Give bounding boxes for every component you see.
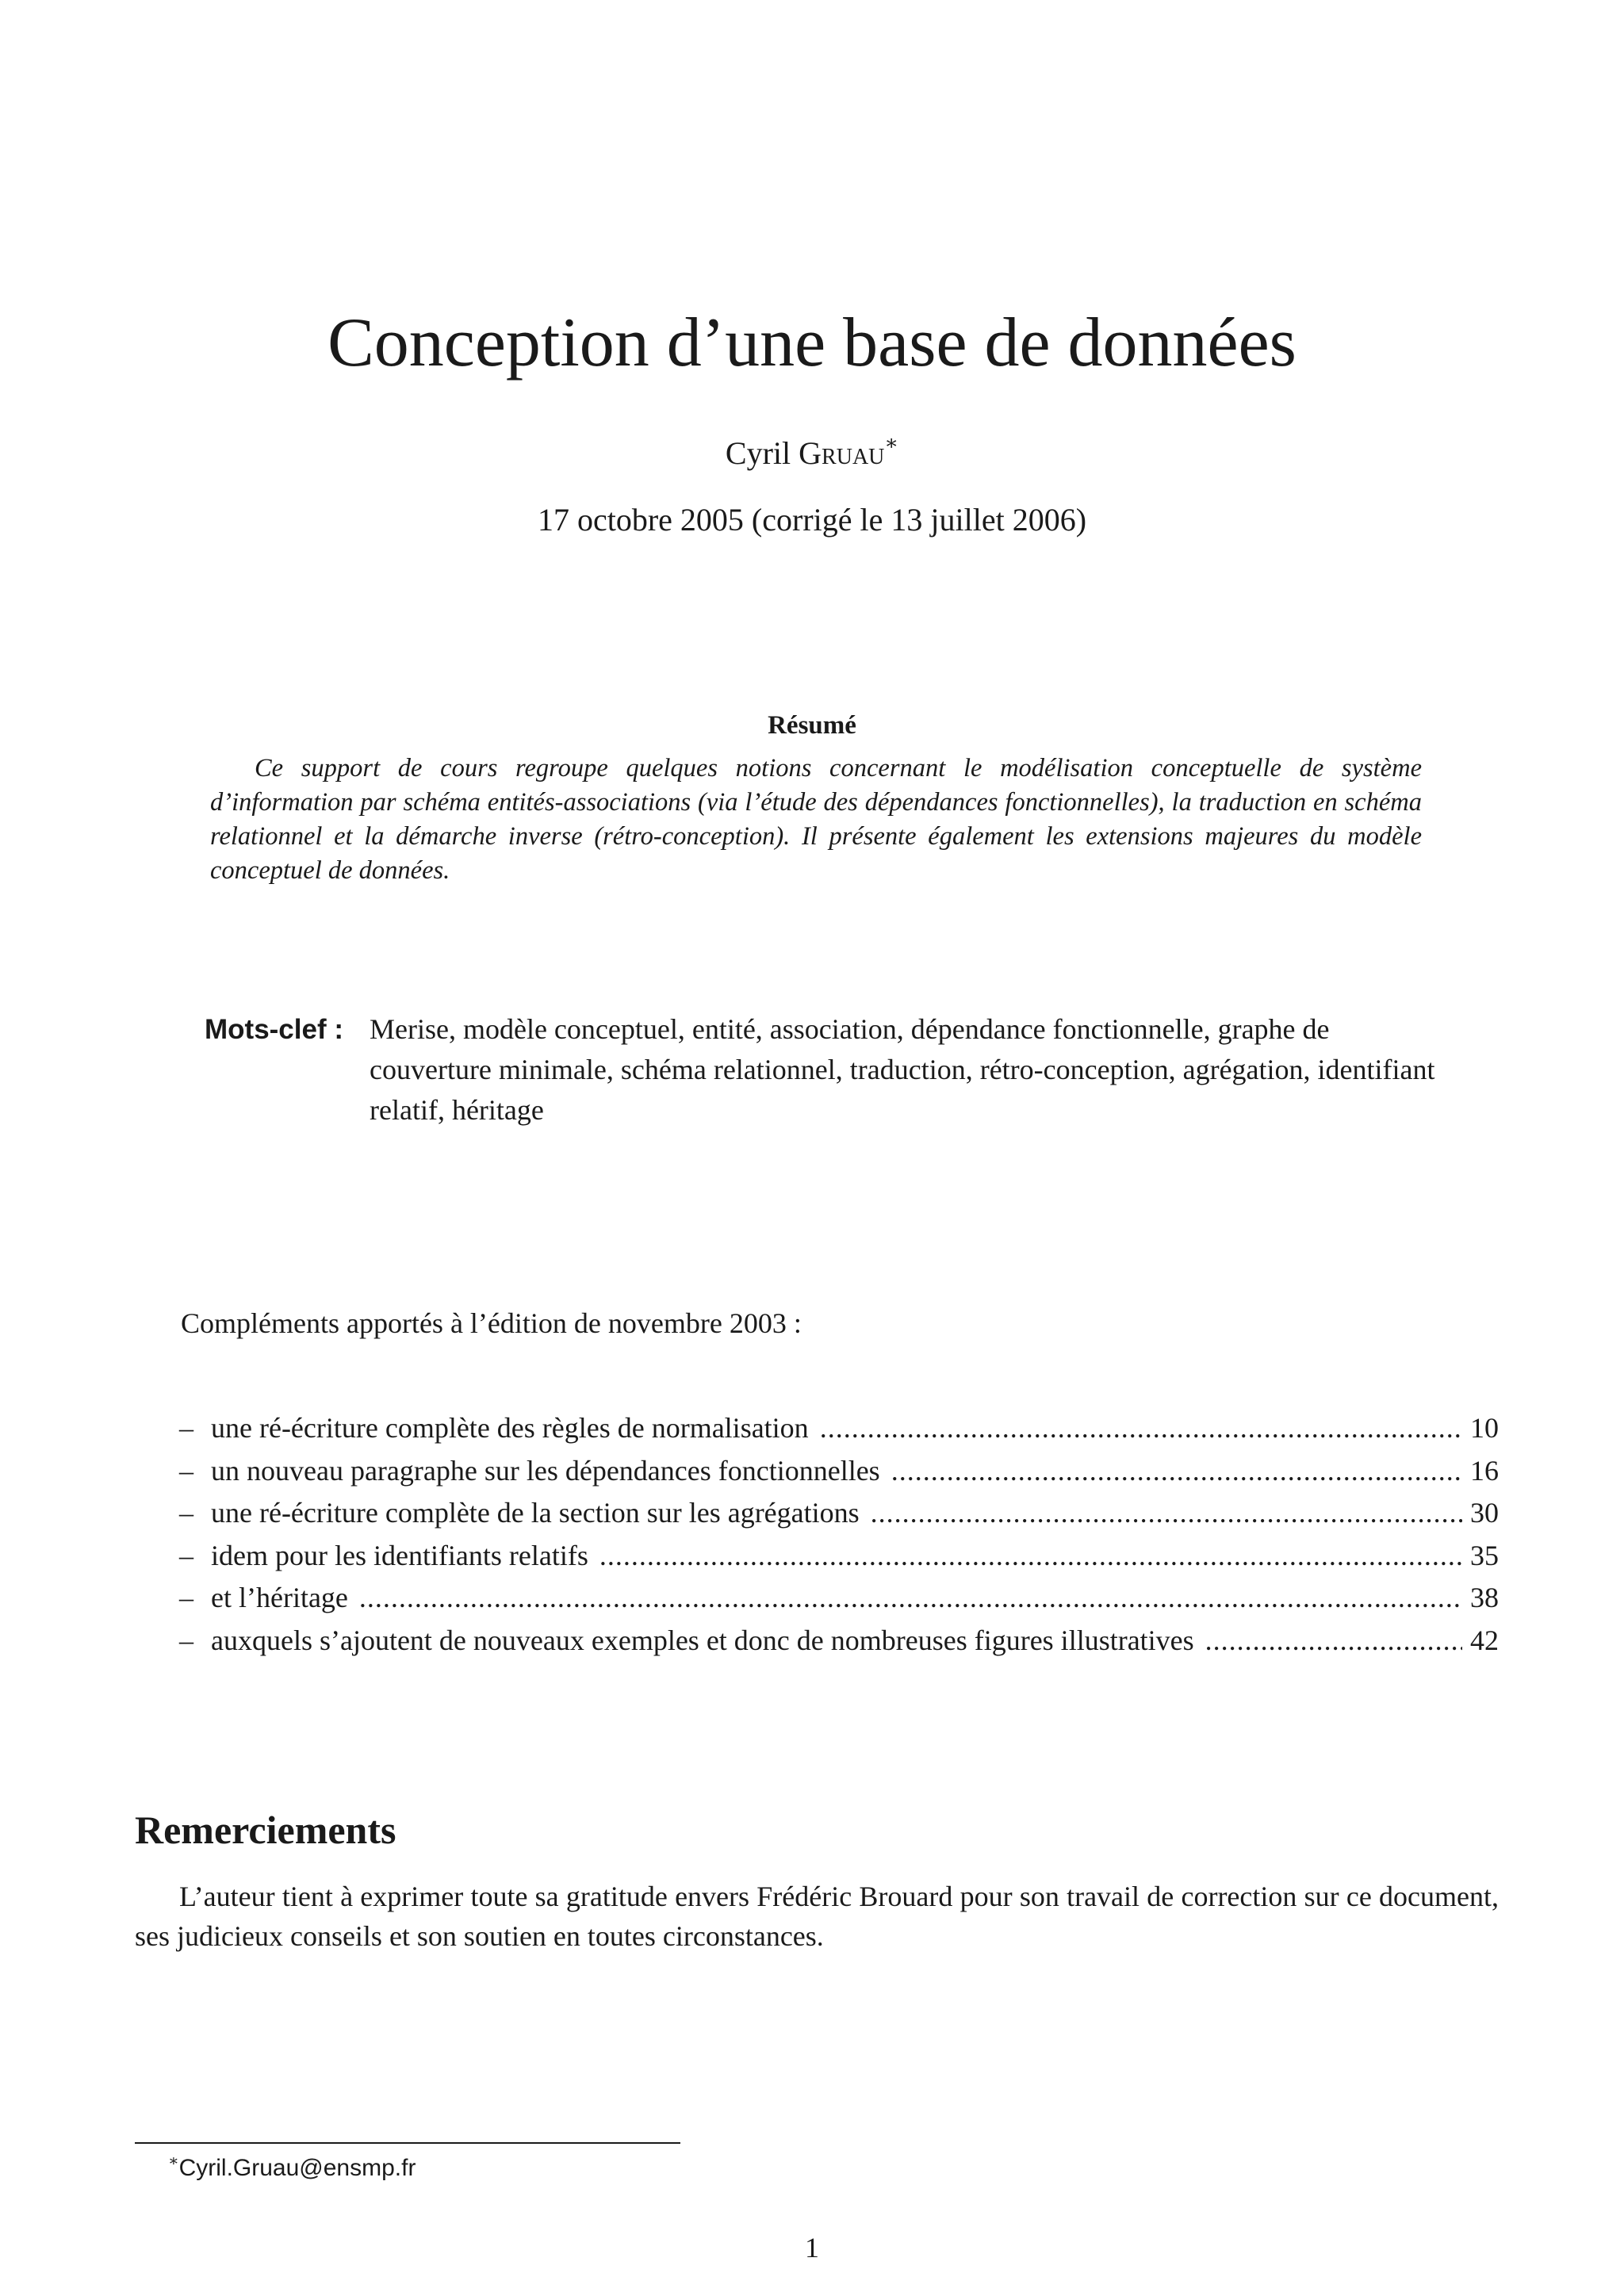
list-item-page: 10 [1470, 1412, 1499, 1444]
list-item-text: et l’héritage [211, 1582, 348, 1613]
keywords-block [205, 1009, 1442, 1131]
list-dash: – [179, 1539, 193, 1571]
list-item [179, 1407, 1499, 1450]
complements-list [179, 1407, 1499, 1662]
abstract-heading: Résumé [768, 711, 856, 740]
dot-leader [359, 1577, 1462, 1620]
dot-leader [820, 1407, 1462, 1450]
footnote-divider [135, 2142, 680, 2144]
abstract-text: Ce support de cours regroupe quelques notions concernant le modélisation conceptuelle de système d’information par schéma entités-associations (via l’étude des dépendances fonctionnelles), la traduction en schéma relationnel et la démarche inverse (rétro-conception). Il présente également les extensions majeures du modèle conceptuel de données. [210, 754, 1422, 885]
author-line [0, 433, 1624, 474]
footnote [168, 2152, 416, 2184]
list-item [179, 1492, 1499, 1535]
list-dash: – [179, 1454, 193, 1487]
footnote-email: Cyril.Gruau@ensmp.fr [178, 2155, 416, 2181]
list-item-text: un nouveau paragraphe sur les dépendances fonctionnelles [211, 1454, 880, 1487]
list-item-text: une ré-écriture complète des règles de normalisation [211, 1412, 809, 1444]
list-item-text: auxquels s’ajoutent de nouveaux exemples et donc de nombreuses figures illustratives [211, 1624, 1194, 1656]
list-item-text: idem pour les identifiants relatifs [211, 1539, 588, 1571]
list-dash: – [179, 1624, 193, 1656]
dot-leader [891, 1450, 1462, 1493]
keywords-text: Merise, modèle conceptuel, entité, association, dépendance fonctionnelle, graphe de couverture minimale, schéma relationnel, traduction, rétro-conception, agrégation, identifiant relatif, héritage [370, 1013, 1435, 1126]
author-first-name: Cyril [725, 435, 791, 471]
author-footnote-mark: ∗ [884, 431, 899, 454]
list-dash: – [179, 1497, 193, 1529]
list-item-page: 42 [1470, 1624, 1499, 1656]
footnote-mark: ∗ [168, 2152, 179, 2170]
dot-leader [871, 1492, 1462, 1535]
complements-intro: Compléments apportés à l’édition de novembre 2003 : [181, 1307, 802, 1339]
author-surname: Gruau [799, 435, 885, 471]
keywords-label: Mots-clef : [205, 1014, 343, 1045]
acknowledgements-text: L’auteur tient à exprimer toute sa gratitude envers Frédéric Brouard pour son travail de correction sur ce document, ses judicieux conseils et son soutien en toutes circonstances. [135, 1881, 1499, 1952]
document-title: Conception d’une base de données [327, 304, 1297, 381]
list-item [179, 1620, 1499, 1663]
list-item-page: 30 [1470, 1497, 1499, 1529]
list-item-page: 38 [1470, 1582, 1499, 1613]
list-item [179, 1535, 1499, 1578]
list-dash: – [179, 1412, 193, 1444]
page-number: 1 [805, 2232, 819, 2263]
list-item [179, 1577, 1499, 1620]
dot-leader [1205, 1620, 1462, 1663]
list-item [179, 1450, 1499, 1493]
document-date: 17 octobre 2005 (corrigé le 13 juillet 2006) [537, 502, 1087, 538]
acknowledgements-heading: Remerciements [135, 1808, 396, 1852]
list-item-page: 16 [1470, 1454, 1499, 1487]
list-item-page: 35 [1470, 1539, 1499, 1571]
dot-leader [599, 1535, 1462, 1578]
list-item-text: une ré-écriture complète de la section sur les agrégations [211, 1497, 860, 1529]
list-dash: – [179, 1582, 193, 1613]
